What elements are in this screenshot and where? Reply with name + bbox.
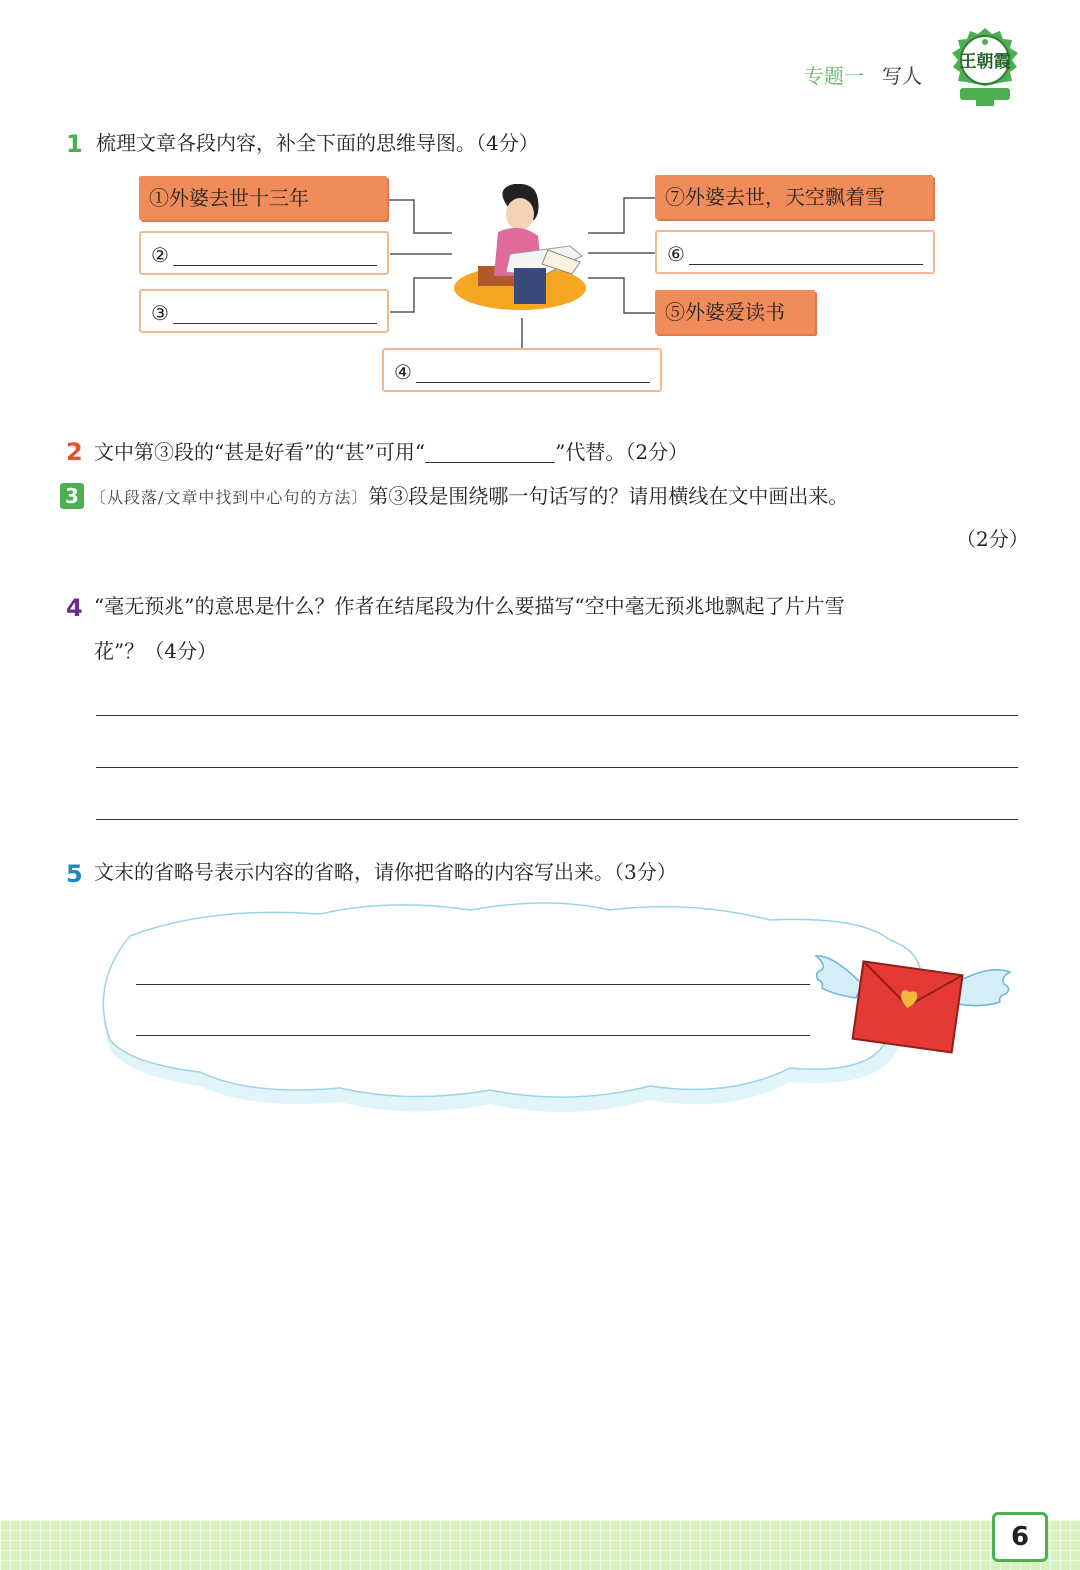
q1-number: 1 xyxy=(66,130,83,158)
q3-text: 第③段是围绕哪一句话写的？请用横线在文中画出来。 xyxy=(368,484,849,508)
box-4-blank[interactable] xyxy=(416,356,650,383)
q2-number: 2 xyxy=(66,438,83,466)
mindmap-box-5: ⑤外婆爱读书 xyxy=(655,290,815,334)
q5-answer-line-1[interactable] xyxy=(136,984,810,985)
header-topic: 专题一 xyxy=(804,64,864,88)
q2-text-before: 文中第③段的“甚是好看”的“甚”可用“ xyxy=(94,440,426,464)
q3-number: 3 xyxy=(60,483,84,509)
q5-number: 5 xyxy=(66,860,83,888)
mindmap-box-6 xyxy=(655,230,935,274)
footer-band xyxy=(0,1520,1080,1570)
svg-text:王朝霞: 王朝霞 xyxy=(959,52,1011,72)
q4-text-line2: 花”？（4分） xyxy=(94,639,217,663)
woman-sewing-illustration xyxy=(450,184,590,318)
q3-badge xyxy=(60,483,84,509)
winged-envelope-icon xyxy=(812,944,1016,1060)
box-6-blank[interactable] xyxy=(689,238,923,265)
box-3-blank[interactable] xyxy=(173,297,377,324)
q2-text-after: ”代替。（2分） xyxy=(555,440,689,464)
q2-answer-blank[interactable] xyxy=(425,436,555,463)
q4-answer-line-3[interactable] xyxy=(96,819,1018,820)
mindmap-box-2 xyxy=(139,231,389,275)
q4-answer-line-1[interactable] xyxy=(96,715,1018,716)
page-number: 6 xyxy=(992,1512,1048,1562)
q2-text xyxy=(94,436,688,467)
box-3-label: ③ xyxy=(151,301,169,325)
q3-text-row xyxy=(90,481,848,513)
q3-strategy: 〔从段落/文章中找到中心句的方法〕 xyxy=(90,488,369,507)
q4-answer-line-2[interactable] xyxy=(96,767,1018,768)
q4-text-line1: “毫无预兆”的意思是什么？作者在结尾段为什么要描写“空中毫无预兆地飘起了片片雪 xyxy=(94,594,845,618)
box-2-blank[interactable] xyxy=(173,239,377,266)
q1-text: 梳理文章各段内容，补全下面的思维导图。（4分） xyxy=(96,131,539,155)
box-4-label: ④ xyxy=(394,360,412,384)
mindmap-box-1: ①外婆去世十三年 xyxy=(139,176,387,220)
box-2-label: ② xyxy=(151,243,169,267)
q3-score: （2分） xyxy=(956,527,1029,551)
box-6-label: ⑥ xyxy=(667,242,685,266)
mindmap-box-3 xyxy=(139,289,389,333)
q5-text: 文末的省略号表示内容的省略，请你把省略的内容写出来。（3分） xyxy=(94,860,677,884)
mindmap-box-4 xyxy=(382,348,662,392)
q4-number: 4 xyxy=(66,594,83,622)
header-section: 写人 xyxy=(882,64,922,88)
mindmap-box-7: ⑦外婆去世，天空飘着雪 xyxy=(655,175,933,219)
q5-answer-line-2[interactable] xyxy=(136,1035,810,1036)
